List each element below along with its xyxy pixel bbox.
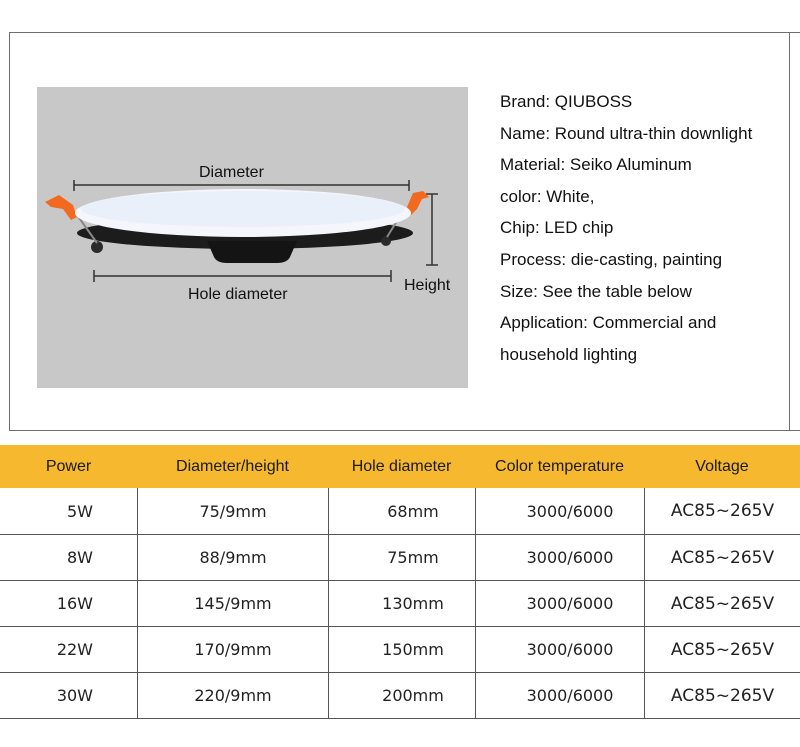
spec-chip: Chip: LED chip [500, 218, 614, 238]
cell-color-temperature: 3000/6000 [475, 535, 644, 580]
cell-power: 5W [67, 501, 93, 521]
cell-color-temperature: 3000/6000 [475, 581, 644, 626]
cell-diameter-height: 145/9mm [137, 581, 328, 626]
header-hole-diameter: Hole diameter [351, 457, 452, 475]
table-row [0, 581, 800, 627]
spec-color: color: White, [500, 186, 595, 206]
downlight-illustration [37, 87, 468, 388]
cell-hole-diameter: 130mm [328, 581, 475, 626]
spec-size: Size: See the table below [500, 281, 692, 301]
cell-voltage: AC85~265V [644, 535, 800, 580]
size-table [0, 445, 800, 719]
spec-application-cont: household lighting [500, 344, 638, 364]
header-voltage: Voltage [695, 457, 749, 475]
cell-power: 30W [56, 686, 93, 705]
cell-diameter-height: 220/9mm [137, 673, 328, 718]
cell-hole-diameter: 75mm [328, 535, 475, 580]
table-row [0, 488, 800, 535]
cell-voltage: AC85~265V [644, 673, 800, 718]
cell-hole-diameter: 150mm [328, 627, 475, 672]
spec-material: Material: Seiko Aluminum [500, 155, 692, 175]
hole-diameter-label: Hole diameter [188, 286, 288, 303]
cell-color-temperature: 3000/6000 [475, 627, 644, 672]
cell-power: 22W [56, 640, 93, 659]
cell-power: 16W [56, 594, 93, 613]
cell-power: 8W [67, 548, 93, 567]
header-diameter-height: Diameter/height [176, 457, 289, 475]
spec-list [500, 86, 800, 370]
cell-color-temperature: 3000/6000 [475, 488, 644, 534]
cell-hole-diameter: 68mm [328, 488, 475, 534]
diameter-label: Diameter [199, 164, 264, 181]
cell-voltage: AC85~265V [644, 488, 800, 534]
table-row [0, 535, 800, 581]
product-diagram [37, 87, 468, 388]
height-label: Height [404, 277, 451, 294]
header-power: Power [45, 457, 92, 475]
cell-hole-diameter: 200mm [328, 673, 475, 718]
cell-voltage: AC85~265V [644, 627, 800, 672]
header-color-temperature: Color temperature [495, 457, 624, 475]
spec-brand: Brand: QIUBOSS [500, 92, 633, 111]
spec-process: Process: die-casting, painting [500, 249, 723, 269]
table-row [0, 673, 800, 719]
cell-diameter-height: 88/9mm [137, 535, 328, 580]
cell-color-temperature: 3000/6000 [475, 673, 644, 718]
cell-diameter-height: 170/9mm [137, 627, 328, 672]
spec-application: Application: Commercial and [500, 313, 717, 333]
table-header [0, 445, 800, 488]
spec-name: Name: Round ultra-thin downlight [500, 123, 753, 143]
cell-voltage: AC85~265V [644, 581, 800, 626]
table-row [0, 627, 800, 673]
cell-diameter-height: 75/9mm [137, 488, 328, 534]
